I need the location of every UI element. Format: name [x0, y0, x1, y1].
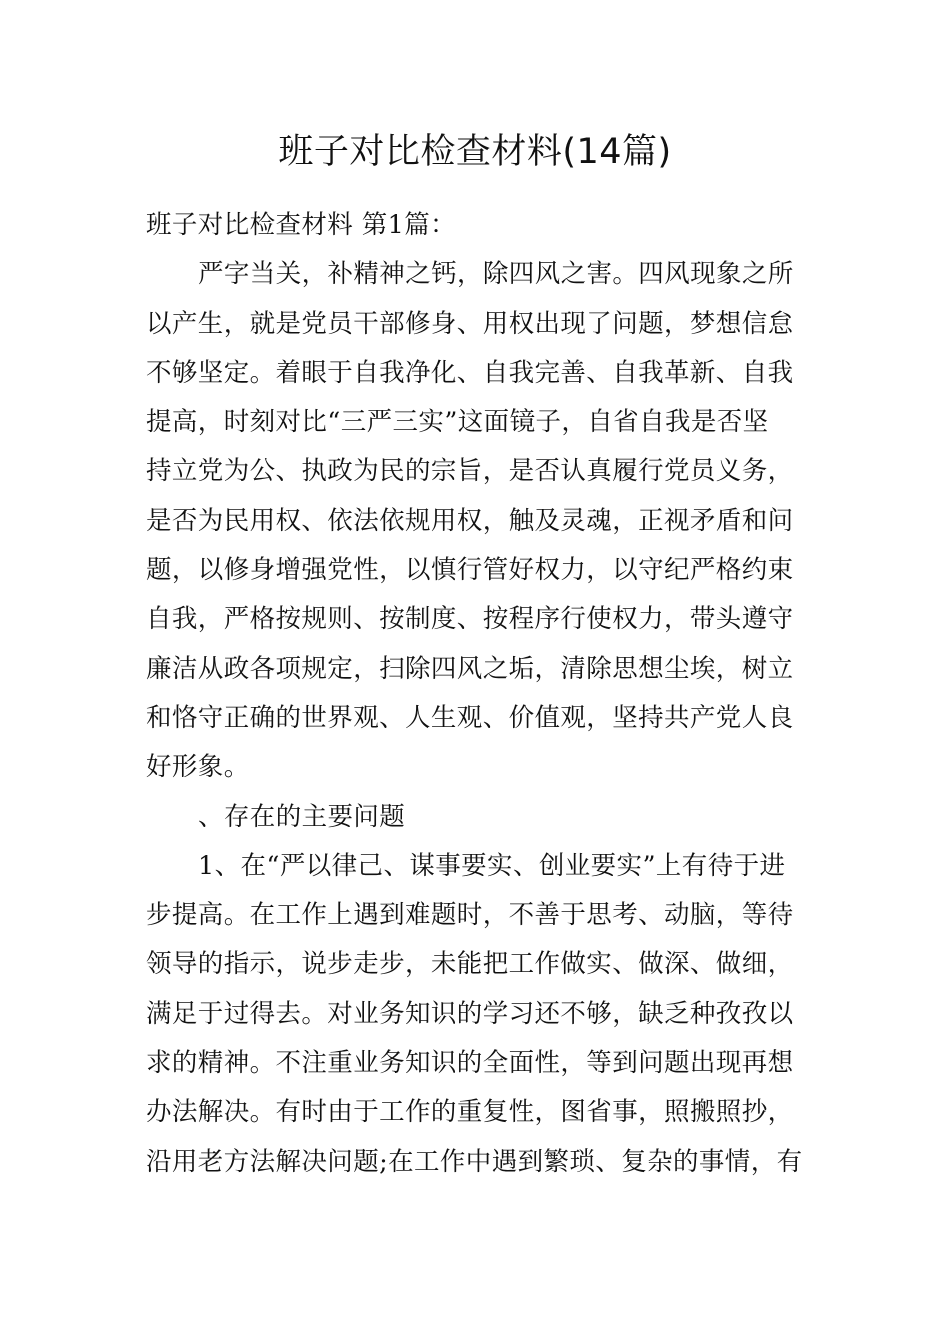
paragraph-line: 求的精神。不注重业务知识的全面性，等到问题出现再想 [146, 1048, 794, 1079]
paragraph-line: 领导的指示，说步走步，未能把工作做实、做深、做细， [146, 949, 794, 980]
paragraph-line: 沿用老方法解决问题;在工作中遇到繁琐、复杂的事情，有 [146, 1146, 803, 1177]
paragraph-line: 廉洁从政各项规定，扫除四风之垢，清除思想尘埃，树立 [146, 653, 794, 684]
document-title: 班子对比检查材料(14篇) [278, 132, 672, 172]
subheading: 、存在的主要问题 [198, 801, 406, 832]
paragraph-line: 是否为民用权、依法依规用权，触及灵魂，正视矛盾和问 [146, 505, 794, 536]
paragraph-line: 持立党为公、执政为民的宗旨，是否认真履行党员义务， [146, 456, 794, 487]
paragraph-line: 1、在“严以律己、谋事要实、创业要实”上有待于进 [198, 850, 786, 881]
paragraph-line: 自我，严格按规则、按制度、按程序行使权力，带头遵守 [146, 604, 794, 635]
paragraph-line: 以产生，就是党员干部修身、用权出现了问题，梦想信怠 [146, 308, 794, 339]
section-heading: 班子对比检查材料 第1篇： [146, 210, 457, 240]
paragraph-line: 题，以修身增强党性，以慎行管好权力，以守纪严格约束 [146, 555, 794, 586]
document-body [146, 201, 806, 1187]
paragraph-line: 严字当关，补精神之钙，除四风之害。四风现象之所 [198, 259, 794, 290]
paragraph-line: 办法解决。有时由于工作的重复性，图省事，照搬照抄， [146, 1097, 794, 1128]
paragraph-line: 提高，时刻对比“三严三实”这面镜子，自省自我是否坚 [146, 407, 769, 438]
paragraph-line: 和恪守正确的世界观、人生观、价值观，坚持共产党人良 [146, 702, 794, 733]
paragraph-line: 不够坚定。着眼于自我净化、自我完善、自我革新、自我 [146, 357, 794, 388]
paragraph-line: 步提高。在工作上遇到难题时，不善于思考、动脑，等待 [146, 900, 794, 931]
paragraph-line: 好形象。 [146, 752, 250, 783]
paragraph-line: 满足于过得去。对业务知识的学习还不够，缺乏种孜孜以 [146, 998, 794, 1029]
